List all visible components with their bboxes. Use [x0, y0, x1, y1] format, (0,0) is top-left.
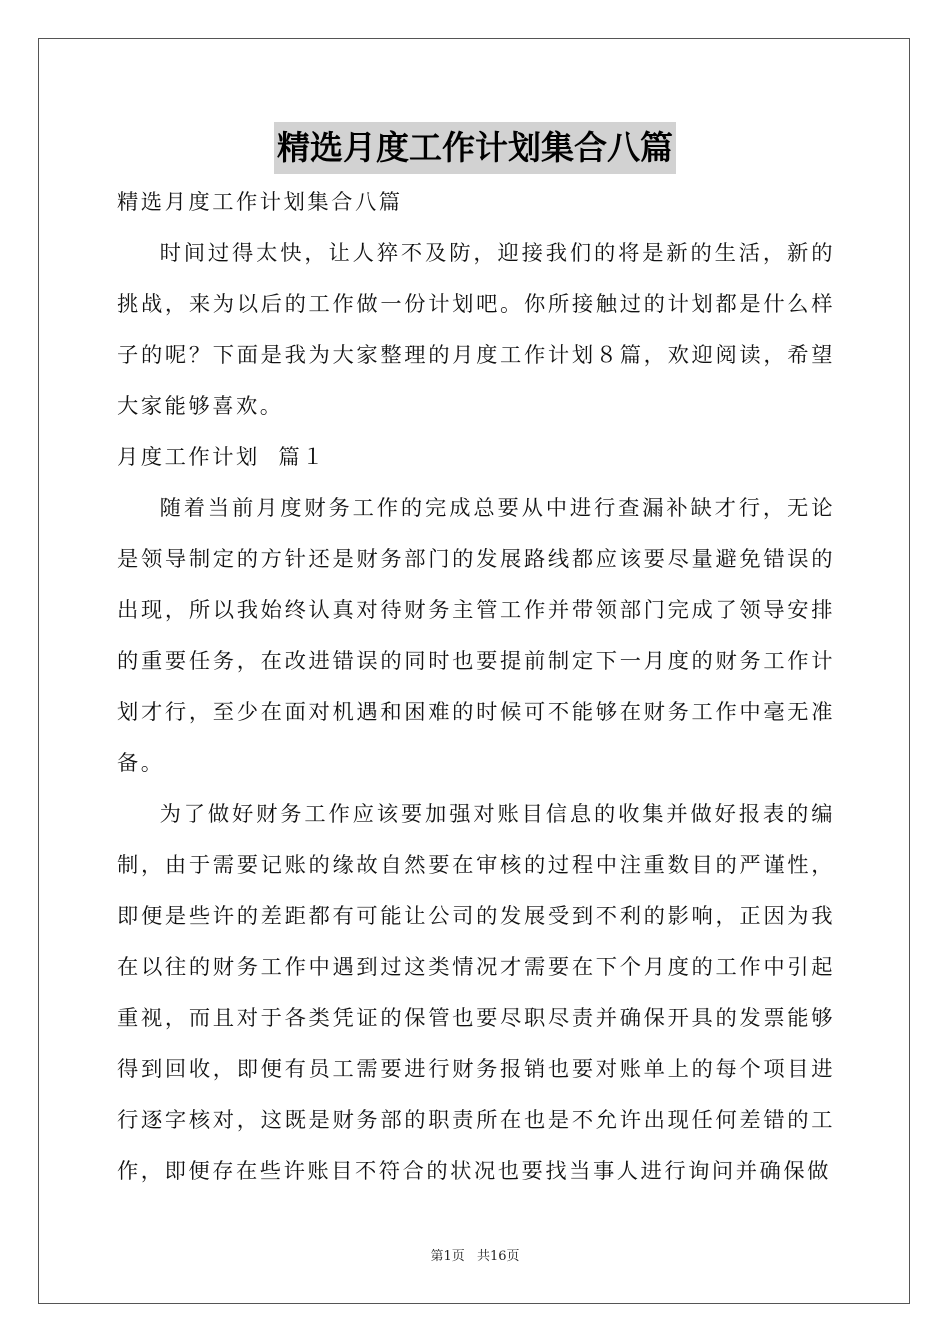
page-total: 共16页: [476, 1249, 520, 1264]
page-footer: [0, 1245, 950, 1264]
document-body: [117, 177, 835, 1197]
paragraph: 为了做好财务工作应该要加强对账目信息的收集并做好报表的编制，由于需要记账的缘故自然要在审核的过程中注重数目的严谨性，即便是些许的差距都有可能让公司的发展受到不利的影响，正因为我在以往的财务工作中遇到过这类情况才需要在下个月度的工作中引起重视，而且对于各类凭证的保管也要尽职尽责并确保开具的发票能够得到回收，即便有员工需要进行财务报销也要对账单上的每个项目进行逐字核对，这既是财务部的职责所在也是不允许出现任何差错的工作，即便存在些许账目不符合的状况也要找当事人进行询问并确保做: [117, 802, 835, 1184]
document-title: 精选月度工作计划集合八篇: [274, 122, 676, 174]
paragraph: 随着当前月度财务工作的完成总要从中进行查漏补缺才行，无论是领导制定的方针还是财务部门的发展路线都应该要尽量避免错误的出现，所以我始终认真对待财务主管工作并带领部门完成了领导安排的重要任务，在改进错误的同时也要提前制定下一月度的财务工作计划才行，至少在面对机遇和困难的时候可不能够在财务工作中毫无准备。: [117, 496, 835, 776]
paragraph: 精选月度工作计划集合八篇: [117, 190, 403, 215]
paragraph: 时间过得太快，让人猝不及防，迎接我们的将是新的生活，新的挑战，来为以后的工作做一份计划吧。你所接触过的计划都是什么样子的呢？下面是我为大家整理的月度工作计划８篇，欢迎阅读，希望大家能够喜欢。: [117, 241, 835, 419]
page-number: 第1页: [430, 1249, 465, 1264]
section-heading: 月度工作计划 篇１: [117, 445, 326, 470]
title-container: [0, 122, 950, 174]
